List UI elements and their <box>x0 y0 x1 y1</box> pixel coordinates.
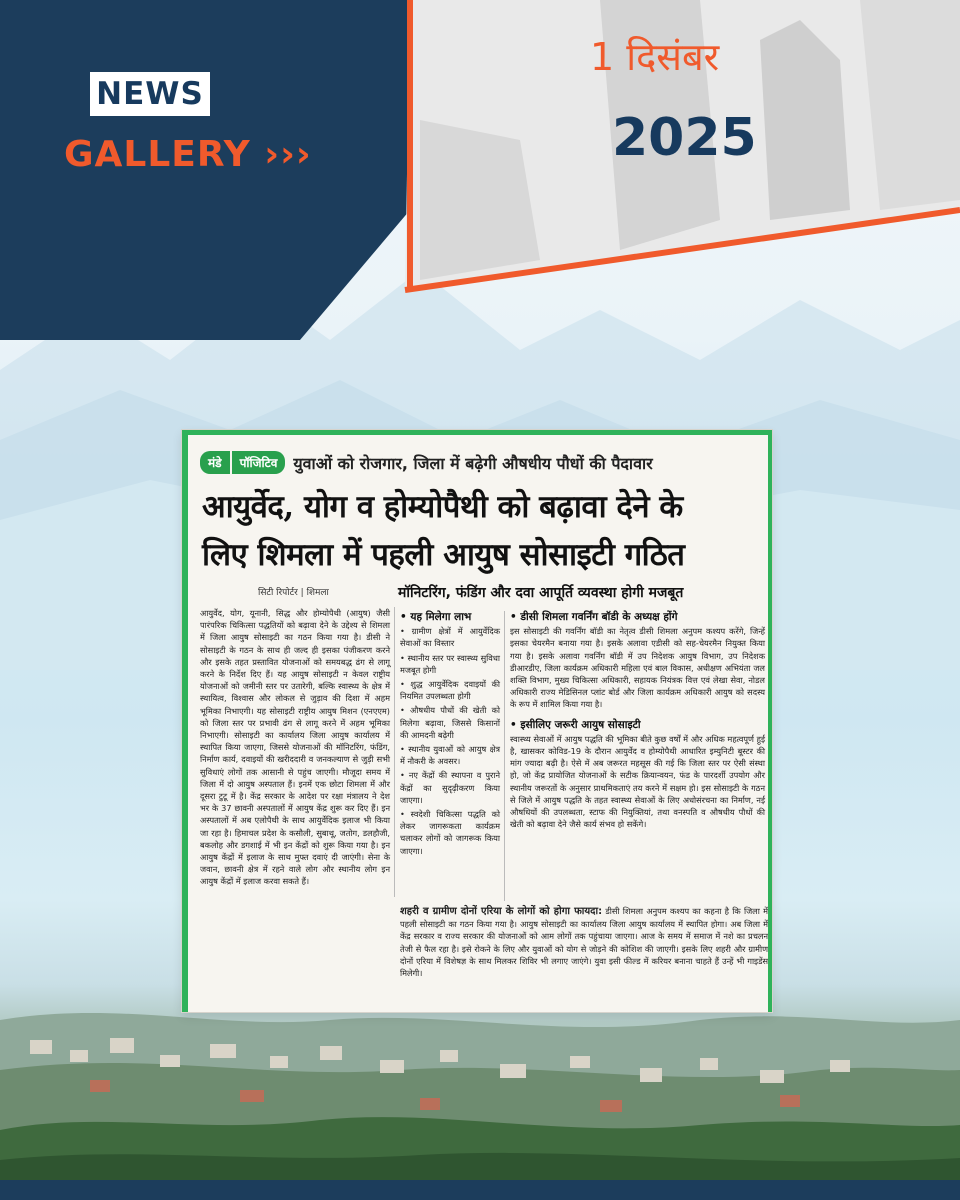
article-column-3 <box>510 611 765 830</box>
bottom-bar <box>0 1180 960 1200</box>
article-column-1 <box>200 607 390 888</box>
badge-monday: मंडे <box>200 451 230 474</box>
news-label: NEWS <box>90 72 210 116</box>
badge-positive: पॉजिटिव <box>232 451 286 474</box>
date-day: 1 दिसंबर <box>590 35 720 79</box>
chevrons-icon: ››› <box>264 134 312 175</box>
gallery-word: GALLERY <box>64 134 251 175</box>
why-needed-text: स्वास्थ्य सेवाओं में आयुष पद्धति की भूमिका बीते कुछ वर्षों में और अधिक महत्वपूर्ण हुई है, खासकर कोविड-19 के दौरान आयुर्वेद व होम्योपैथी आधारित इम्युनिटी बूस्टर की मांग ज्यादा बढ़ी है। ऐसे में अब जरूरत महसूस की गई कि जिला स्तर पर ऐसी संस्था हो, जो केंद्र प्रायोजित योजनाओं के सटीक क्रियान्वयन, फंड के पारदर्शी उपयोग और स्थानीय जरूरतों के अनुसार प्राथमिकताएं तय करने में सक्षम हो। इस सोसाइटी के गठन से जिले में आयुष पद्धति के तहत स्वास्थ्य सेवाओं के लिए अधोसंरचना का निर्माण, नई औषधियों की उपलब्धता, स्टाफ की नियुक्तियां, तथा वनस्पति व औषधीय पौधों की खेती को बढ़ावा देने जैसे कार्य संभव हो सकेंगे। <box>510 733 765 830</box>
headline-line-2: लिए शिमला में पहली आयुष सोसाइटी गठित <box>202 537 685 573</box>
governing-body-heading: • डीसी शिमला गवर्निंग बॉडी के अध्यक्ष होंगे <box>510 611 678 623</box>
benefit-item: • स्थानीय स्तर पर स्वास्थ्य सुविधा मजबूत होगी <box>400 652 500 675</box>
benefit-item: • शुद्ध आयुर्वेदिक दवाइयों की नियमित उपलब्धता होगी <box>400 679 500 702</box>
column-1-text: आयुर्वेद, योग, यूनानी, सिद्ध और होम्योपैथी (आयुष) जैसी पारंपरिक चिकित्सा पद्धतियों को बढ़ावा देने के उद्देश्य से शिमला में जिला आयुष सोसाइटी का गठन किया गया है। डीसी ने सोसाइटी के गठन के साथ ही जल्द ही इसका पंजीकरण करने और इसके तहत प्रस्तावित योजनाओं को समयबद्ध ढंग से लागू करने के निर्देश दिए हैं। यह आयुष सोसाइटी न केवल राष्ट्रीय योजनाओं को जमीनी स्तर पर उतारेगी, बल्कि स्वास्थ्य के क्षेत्र में स्थायित्व, विश्वास और लोकल से जुड़ाव की दिशा में अहम भूमिका निभाएगी। यह सोसाइटी राष्ट्रीय आयुष मिशन (एनएएम) को जिला स्तर पर प्रभावी ढंग से लागू करने में अहम भूमिका निभाएगी। सोसाइटी का कार्यालय जिला आयुष कार्यालय में स्थापित किया जाएगा, जिससे योजनाओं की मॉनिटरिंग, फंडिंग, निर्माण कार्य, दवाइयों की खरीददारी व जनकल्याण से जुड़ी सभी सुविधाएं लोगों तक आसानी से पहुंच जाएगी। मौजूदा समय में जिला में दो आयुष अस्पताल हैं। इनमें एक छोटा शिमला में और दूसरा टुटू में है। केंद्र सरकार के आदेश पर रक्षा मंत्रालय ने देश भर के 37 छावनी अस्पतालों में आयुष केंद्र शुरू कर दिए हैं। इन अस्पतालों में अब एलोपैथी के साथ आयुर्वेदिक इलाज भी किया जा रहा है। हिमाचल प्रदेश के कसौली, सुबाथू, जतोग, डलहौजी, बकलोह और डगशाई में भी इन केंद्रों को शुरू किया गया है। इन आयुष केंद्रों में इलाज के साथ मुफ्त दवाएं दी जाएंगी। सेना के जवान, छावनी क्षेत्र में रहने वाले लोग और स्थानीय लोग इन आयुष केंद्रों में इलाज करवा सकते हैं। <box>200 608 390 887</box>
headline-line-1: आयुर्वेद, योग व होम्योपैथी को बढ़ावा देने के <box>202 489 683 525</box>
gallery-label <box>64 134 312 175</box>
headline <box>202 483 762 579</box>
subhead: मॉनिटरिंग, फंडिंग और दवा आपूर्ति व्यवस्था होगी मजबूत <box>398 585 684 601</box>
benefit-item: • नए केंद्रों की स्थापना व पुराने केंद्रों का सुदृढ़ीकरण किया जाएगा। <box>400 770 500 805</box>
bottom-box <box>400 905 768 979</box>
bottom-text: डीसी शिमला अनुपम कश्यप का कहना है कि जिला में पहली सोसाइटी का गठन किया गया है। आयुष सोसाइटी का कार्यालय जिला आयुष कार्यालय में स्थापित होगा। अब जिला में केंद्र सरकार व राज्य सरकार की योजनाओं को आम लोगों तक पहुंचाया जाएगा। आज के समय में समाज में नशे का प्रचलन तेजी से फैल रहा है। इसे रोकने के लिए और युवाओं को योग से जोड़ने की कोशिश की जाएगी। इसके लिए शहरी और ग्रामीण दोनों एरिया में विशेषज्ञ के साथ मिलकर शिविर भी लगाए जाएंगे। युवा इसी फील्ड में करियर बनाना चाहते हैं उन्हें भी गाइडेंस मिलेगी। <box>400 906 768 979</box>
benefit-item: • स्वदेशी चिकित्सा पद्धति को लेकर जागरूकता कार्यक्रम चलाकर लोगों को जागरूक किया जाएगा। <box>400 809 500 856</box>
kicker-row <box>200 451 653 474</box>
kicker-text: युवाओं को रोजगार, जिला में बढ़ेगी औषधीय पौधों की पैदावार <box>293 453 653 473</box>
article-column-2 <box>400 611 500 859</box>
benefit-item: • स्थानीय युवाओं को आयुष क्षेत्र में नौकरी के अवसर। <box>400 744 500 767</box>
benefits-heading: • यह मिलेगा लाभ <box>400 611 472 623</box>
column-divider <box>394 607 395 897</box>
column-divider <box>504 611 505 901</box>
byline: सिटी रिपोर्टर | शिमला <box>258 588 329 598</box>
benefit-item: • औषधीय पौधों की खेती को मिलेगा बढ़ावा, जिससे किसानों की आमदनी बढ़ेगी <box>400 705 500 740</box>
benefit-item: • ग्रामीण क्षेत्रों में आयुर्वेदिक सेवाओं का विस्तार <box>400 626 500 649</box>
governing-body-text: इस सोसाइटी की गवर्निंग बॉडी का नेतृत्व डीसी शिमला अनुपम कश्यप करेंगे, जिन्हें इसका चेयरमैन बनाया गया है। इसके अलावा एडीसी को सह-चेयरमैन नियुक्त किया गया है। इसके अलावा गवर्निंग बॉडी में उप निदेशक आयुष विभाग, उप निदेशक डीआरडीए, जिला कार्यक्रम अधिकारी महिला एवं बाल विकास, अधीक्षण अभियंता जल शक्ति विभाग, मुख्य चिकित्सा अधिकारी, सहायक नियंत्रक वित्त एवं लेखा सेवा, नोडल अधिकारी राज्य मेडिसिनल प्लांट बोर्ड और जिला कार्यक्रम अधिकारी आयुष को सदस्य के रूप में शामिल किया गया है। <box>510 626 765 710</box>
why-needed-heading: • इसीलिए जरूरी आयुष सोसाइटी <box>510 718 641 731</box>
date-year: 2025 <box>612 108 757 168</box>
newspaper-clipping <box>182 430 772 1012</box>
bottom-heading: शहरी व ग्रामीण दोनों एरिया के लोगों को होगा फायदा: <box>400 906 603 917</box>
